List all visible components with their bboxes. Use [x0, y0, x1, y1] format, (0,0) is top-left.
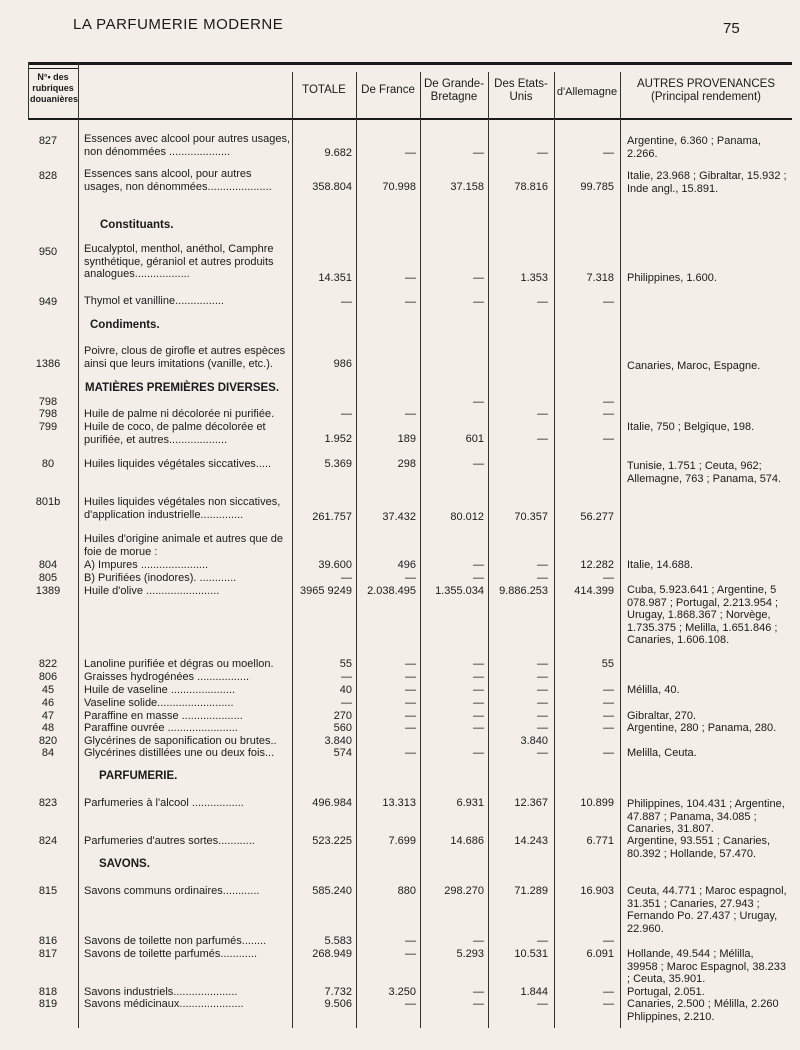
- cell-description: Savons de toilette non parfumés........: [84, 935, 267, 947]
- cell-code: 949: [38, 296, 58, 308]
- cell-code: 819: [38, 998, 58, 1010]
- cell-us: —: [537, 433, 548, 445]
- cell-other-origins: Mélilla, 40.: [627, 684, 680, 696]
- cell-france: 37.432: [382, 511, 416, 523]
- cell-code: 1386: [35, 358, 61, 370]
- cell-de: —: [603, 986, 614, 998]
- cell-description: Huiles liquides végétales siccatives.....: [84, 458, 272, 470]
- cell-totale: 270: [333, 710, 352, 722]
- cell-totale: 496.984: [312, 797, 352, 809]
- cell-description: Glycérines distillées une ou deux fois...: [84, 747, 275, 759]
- cell-us: —: [537, 658, 548, 670]
- cell-totale: 261.757: [312, 511, 352, 523]
- cell-description: Huile de vaseline .....................: [84, 684, 236, 696]
- cell-de: 55: [601, 658, 614, 670]
- cell-totale: —: [341, 296, 352, 308]
- cell-us: —: [537, 559, 548, 571]
- cell-description: A) Impures ......................: [84, 559, 209, 571]
- cell-us: 10.531: [514, 948, 548, 960]
- cell-totale: 3.840: [324, 735, 352, 747]
- cell-us: 70.357: [514, 511, 548, 523]
- cell-totale: 7.732: [324, 986, 352, 998]
- cell-france: —: [405, 147, 416, 159]
- cell-totale: 14.351: [318, 272, 352, 284]
- cell-totale: 560: [333, 722, 352, 734]
- cell-totale: 268.949: [312, 948, 352, 960]
- cell-france: 880: [397, 885, 416, 897]
- cell-de: —: [603, 396, 614, 408]
- cell-other-origins: Tunisie, 1.751 ; Ceuta, 962; Allemagne, 763 ; Panama, 574.: [627, 460, 782, 485]
- col-france-header: De France: [361, 84, 415, 96]
- cell-us: —: [537, 747, 548, 759]
- cell-code: 80: [41, 458, 55, 470]
- cell-description: Huile de coco, de palme décolorée et purifiée, et autres...................: [84, 421, 266, 446]
- cell-france: 189: [397, 433, 416, 445]
- col-gb-header: De Grande-Bretagne: [423, 78, 485, 103]
- section-heading: PARFUMERIE.: [99, 770, 178, 782]
- cell-france: —: [405, 948, 416, 960]
- cell-de: —: [603, 998, 614, 1010]
- cell-france: 496: [397, 559, 416, 571]
- section-heading: SAVONS.: [99, 858, 150, 870]
- cell-us: —: [537, 722, 548, 734]
- cell-france: —: [405, 998, 416, 1010]
- cell-us: —: [537, 296, 548, 308]
- cell-other-origins: Hollande, 49.544 ; Mélilla, 39958 ; Maroc Espagnol, 38.233 ; Ceuta, 35.901.: [627, 948, 787, 985]
- cell-description: Essences avec alcool pour autres usages, non dénommées ....................: [84, 133, 291, 158]
- cell-code: 48: [41, 722, 55, 734]
- cell-france: —: [405, 747, 416, 759]
- cell-code: 1389: [35, 585, 61, 597]
- cell-description: Parfumeries à l'alcool .................: [84, 797, 244, 809]
- cell-code: 950: [38, 246, 58, 258]
- cell-totale: —: [341, 408, 352, 420]
- cell-gb: —: [473, 747, 484, 759]
- cell-france: —: [405, 296, 416, 308]
- cell-other-origins: Italie, 14.688.: [627, 559, 694, 571]
- cell-us: 12.367: [514, 797, 548, 809]
- cell-us: 14.243: [514, 835, 548, 847]
- cell-code: 805: [38, 572, 58, 584]
- cell-description: Huile de palme ni décolorée ni purifiée.: [84, 408, 275, 420]
- cell-other-origins: Philippines, 1.600.: [627, 272, 717, 284]
- cell-code: 822: [38, 658, 58, 670]
- cell-description: Savons industriels.....................: [84, 986, 238, 998]
- cell-code: 823: [38, 797, 58, 809]
- cell-gb: —: [473, 710, 484, 722]
- cell-de: 10.899: [580, 797, 614, 809]
- cell-us: —: [537, 671, 548, 683]
- cell-code: 816: [38, 935, 58, 947]
- cell-code: 806: [38, 671, 58, 683]
- cell-france: —: [405, 722, 416, 734]
- section-heading: Condiments.: [90, 319, 160, 331]
- cell-code: 820: [38, 735, 58, 747]
- cell-france: —: [405, 408, 416, 420]
- cell-code: 827: [38, 135, 58, 147]
- cell-gb: —: [473, 458, 484, 470]
- cell-other-origins: Melilla, Ceuta.: [627, 747, 697, 759]
- cell-description: Glycérines de saponification ou brutes..: [84, 735, 277, 747]
- cell-us: —: [537, 697, 548, 709]
- cell-de: —: [603, 710, 614, 722]
- cell-france: —: [405, 684, 416, 696]
- cell-gb: 80.012: [450, 511, 484, 523]
- cell-de: 99.785: [580, 181, 614, 193]
- cell-description: Paraffine en masse ....................: [84, 710, 243, 722]
- cell-de: 12.282: [580, 559, 614, 571]
- cell-other-origins: Argentine, 6.360 ; Panama, 2.266.: [627, 135, 761, 160]
- col-code-header: N°• des rubriques douanières: [30, 72, 79, 104]
- cell-code: 828: [38, 170, 58, 182]
- cell-gb: 14.686: [450, 835, 484, 847]
- cell-france: 70.998: [382, 181, 416, 193]
- cell-other-origins: Italie, 23.968 ; Gibraltar, 15.932 ; Inde angl., 15.891.: [627, 170, 787, 195]
- cell-code: 801b: [35, 496, 61, 508]
- cell-totale: 5.369: [324, 458, 352, 470]
- cell-other-origins: Cuba, 5.923.641 ; Argentine, 5 078.987 ; Portugal, 2.213.954 ; Urugay, 1.868.367 ; Norvège, 1.735.375 ; Melilla, 1.651.846 ; Canaries, 1.606.108.: [627, 584, 779, 646]
- cell-france: —: [405, 935, 416, 947]
- cell-us: —: [537, 408, 548, 420]
- cell-gb: —: [473, 572, 484, 584]
- journal-title: LA PARFUMERIE MODERNE: [73, 16, 284, 33]
- cell-description: Huiles d'origine animale et autres que de foie de morue :: [84, 533, 283, 558]
- cell-us: —: [537, 572, 548, 584]
- cell-code: 46: [41, 697, 55, 709]
- cell-de: —: [603, 697, 614, 709]
- cell-de: 56.277: [580, 511, 614, 523]
- cell-gb: —: [473, 147, 484, 159]
- cell-description: Parfumeries d'autres sortes............: [84, 835, 255, 847]
- cell-de: —: [603, 684, 614, 696]
- cell-totale: 358.804: [312, 181, 352, 193]
- cell-totale: 9.682: [324, 147, 352, 159]
- cell-france: —: [405, 697, 416, 709]
- cell-description: B) Purifiées (inodores). ............: [84, 572, 237, 584]
- cell-description: Essences sans alcool, pour autres usages, non dénommées.....................: [84, 168, 272, 193]
- cell-gb: 5.293: [456, 948, 484, 960]
- top-rule: [28, 62, 792, 65]
- cell-de: 16.903: [580, 885, 614, 897]
- cell-gb: —: [473, 722, 484, 734]
- cell-de: —: [603, 147, 614, 159]
- page-number: 75: [723, 20, 740, 37]
- section-heading: MATIÈRES PREMIÈRES DIVERSES.: [85, 382, 280, 394]
- cell-de: —: [603, 722, 614, 734]
- cell-totale: 574: [333, 747, 352, 759]
- cell-us: —: [537, 147, 548, 159]
- cell-description: Paraffine ouvrée .......................: [84, 722, 238, 734]
- cell-france: —: [405, 710, 416, 722]
- cell-gb: —: [473, 296, 484, 308]
- cell-other-origins: Canaries, Maroc, Espagne.: [627, 360, 761, 372]
- cell-us: —: [537, 998, 548, 1010]
- cell-us: 3.840: [520, 735, 548, 747]
- col-other-header: [620, 78, 792, 104]
- cell-description: Eucalyptol, menthol, anéthol, Camphre synthétique, géraniol et autres produits analogues..................: [84, 243, 274, 280]
- cell-us: —: [537, 684, 548, 696]
- cell-code: 799: [38, 421, 58, 433]
- cell-de: 6.091: [586, 948, 614, 960]
- cell-other-origins: Argentine, 280 ; Panama, 280.: [627, 722, 777, 734]
- cell-totale: 55: [339, 658, 352, 670]
- cell-de: 6.771: [586, 835, 614, 847]
- cell-code: 45: [41, 684, 55, 696]
- cell-de: —: [603, 747, 614, 759]
- cell-description: Poivre, clous de girofle et autres espèces ainsi que leurs imitations (vanille, etc.).: [84, 345, 286, 370]
- cell-france: —: [405, 572, 416, 584]
- cell-description: Savons médicinaux.....................: [84, 998, 244, 1010]
- cell-france: —: [405, 671, 416, 683]
- cell-totale: 3965 9249: [300, 585, 352, 597]
- cell-de: —: [603, 433, 614, 445]
- cell-code: 47: [41, 710, 55, 722]
- cell-totale: 40: [339, 684, 352, 696]
- cell-france: 7.699: [388, 835, 416, 847]
- col-other-header-sub: (Principal rendement): [651, 91, 761, 103]
- cell-gb: —: [473, 671, 484, 683]
- cell-code: 798: [38, 396, 58, 408]
- cell-us: —: [537, 710, 548, 722]
- cell-france: 3.250: [388, 986, 416, 998]
- cell-totale: 39.600: [318, 559, 352, 571]
- cell-code: 84: [41, 747, 55, 759]
- cell-gb: 1.355.034: [435, 585, 484, 597]
- cell-us: 78.816: [514, 181, 548, 193]
- cell-us: 1.844: [520, 986, 548, 998]
- cell-de: —: [603, 935, 614, 947]
- cell-other-origins: Portugal, 2.051.: [627, 986, 705, 998]
- cell-totale: —: [341, 572, 352, 584]
- cell-description: Savons communs ordinaires............: [84, 885, 260, 897]
- cell-totale: 523.225: [312, 835, 352, 847]
- cell-totale: 1.952: [324, 433, 352, 445]
- cell-gb: —: [473, 697, 484, 709]
- cell-gb: 298.270: [444, 885, 484, 897]
- cell-de: —: [603, 572, 614, 584]
- cell-totale: —: [341, 697, 352, 709]
- cell-gb: 37.158: [450, 181, 484, 193]
- thin-rule: [28, 68, 78, 69]
- cell-france: —: [405, 658, 416, 670]
- cell-description: Graisses hydrogénées .................: [84, 671, 250, 683]
- col-other-header-title: AUTRES PROVENANCES: [636, 78, 776, 90]
- cell-us: 9.886.253: [499, 585, 548, 597]
- cell-de: 7.318: [586, 272, 614, 284]
- cell-totale: 5.583: [324, 935, 352, 947]
- cell-us: —: [537, 935, 548, 947]
- cell-code: 817: [38, 948, 58, 960]
- col-de-header: d'Allemagne: [556, 86, 618, 98]
- cell-description: Thymol et vanilline................: [84, 295, 224, 307]
- cell-code: 804: [38, 559, 58, 571]
- cell-totale: 585.240: [312, 885, 352, 897]
- cell-gb: —: [473, 272, 484, 284]
- cell-totale: —: [341, 671, 352, 683]
- cell-totale: 9.506: [324, 998, 352, 1010]
- cell-us: 71.289: [514, 885, 548, 897]
- cell-other-origins: Italie, 750 ; Belgique, 198.: [627, 421, 755, 433]
- cell-gb: —: [473, 658, 484, 670]
- cell-code: 798: [38, 408, 58, 420]
- col-us-header: Des Etats-Unis: [494, 78, 548, 103]
- cell-gb: —: [473, 986, 484, 998]
- cell-gb: —: [473, 396, 484, 408]
- cell-code: 818: [38, 986, 58, 998]
- cell-france: 298: [397, 458, 416, 470]
- cell-gb: 6.931: [456, 797, 484, 809]
- cell-code: 824: [38, 835, 58, 847]
- cell-description: Savons de toilette parfumés............: [84, 948, 258, 960]
- cell-code: 815: [38, 885, 58, 897]
- cell-other-origins: Argentine, 93.551 ; Canaries, 80.392 ; Hollande, 57.470.: [627, 835, 771, 860]
- cell-france: —: [405, 272, 416, 284]
- cell-other-origins: Ceuta, 44.771 ; Maroc espagnol, 31.351 ; Canaries, 27.943 ; Fernando Po. 27.437 ; Urugay, 22.960.: [627, 885, 787, 935]
- cell-description: Huiles liquides végétales non siccatives, d'application industrielle..............: [84, 496, 281, 521]
- cell-de: —: [603, 408, 614, 420]
- section-heading: Constituants.: [100, 219, 174, 231]
- cell-description: Vaseline solide.........................: [84, 697, 234, 709]
- cell-other-origins: Canaries, 2.500 ; Mélilla, 2.260 Phlippines, 2.210.: [627, 998, 779, 1023]
- cell-gb: —: [473, 935, 484, 947]
- cell-de: 414.399: [574, 585, 614, 597]
- cell-description: Lanoline purifiée et dégras ou moellon.: [84, 658, 274, 670]
- cell-gb: —: [473, 559, 484, 571]
- cell-gb: 601: [465, 433, 484, 445]
- cell-other-origins: Gibraltar, 270.: [627, 710, 697, 722]
- header-bottom-rule: [28, 118, 792, 120]
- cell-france: 2.038.495: [367, 585, 416, 597]
- cell-france: 13.313: [382, 797, 416, 809]
- cell-totale: 986: [333, 358, 352, 370]
- cell-gb: —: [473, 684, 484, 696]
- col-totale-header: TOTALE: [302, 84, 346, 96]
- cell-gb: —: [473, 998, 484, 1010]
- cell-de: —: [603, 296, 614, 308]
- cell-us: 1.353: [520, 272, 548, 284]
- cell-description: Huile d'olive ........................: [84, 585, 220, 597]
- cell-other-origins: Philippines, 104.431 ; Argentine, 47.887 ; Panama, 34.085 ; Canaries, 31.807.: [627, 798, 785, 835]
